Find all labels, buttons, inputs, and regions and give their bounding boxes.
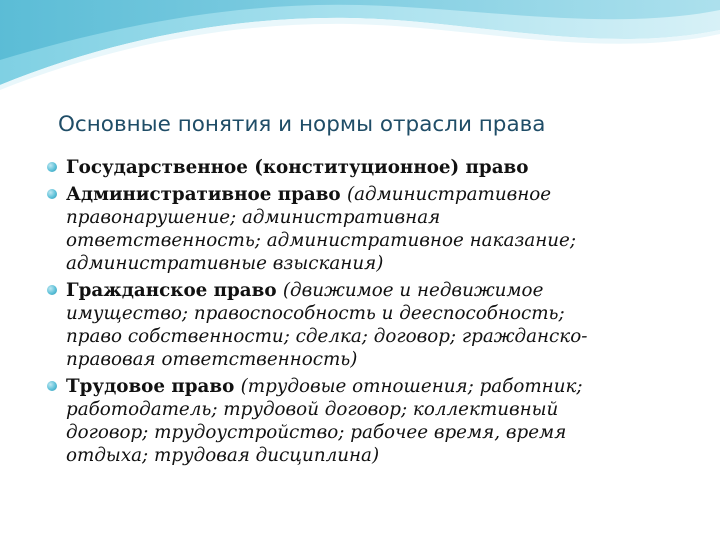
list-item [44, 156, 704, 179]
item-description-line: договор; трудоустройство; рабочее время, время [66, 422, 567, 443]
list-item [44, 375, 704, 467]
item-description-line: отдыха; трудовая дисциплина) [66, 445, 380, 466]
slide-title: Основные понятия и нормы отрасли права [58, 112, 546, 137]
item-description: (движимое и недвижимое [282, 280, 544, 301]
bullet-dot-icon [47, 285, 57, 295]
header-wave-decoration [0, 0, 720, 90]
item-description-line: правовая ответственность) [66, 349, 358, 370]
item-description-line: административные взыскания) [66, 253, 384, 274]
item-description-line: работодатель; трудовой договор; коллективный [66, 399, 559, 420]
item-description-line: правонарушение; административная [66, 207, 441, 228]
bullet-dot-icon [47, 162, 57, 172]
item-description-line: имущество; правоспособность и дееспособность; [66, 303, 565, 324]
item-heading: Государственное (конституционное) право [66, 157, 529, 178]
item-heading: Административное право [66, 184, 347, 205]
bullet-list [44, 156, 704, 471]
item-description-line: ответственность; административное наказание; [66, 230, 577, 251]
list-item [44, 279, 704, 371]
item-heading: Гражданское право [66, 280, 283, 301]
item-description: (трудовые отношения; работник; [240, 376, 583, 397]
bullet-dot-icon [47, 189, 57, 199]
item-description-line: право собственности; сделка; договор; гражданско- [66, 326, 588, 347]
item-heading: Трудовое право [66, 376, 241, 397]
bullet-dot-icon [47, 381, 57, 391]
list-item [44, 183, 704, 275]
item-description: (административное [346, 184, 552, 205]
